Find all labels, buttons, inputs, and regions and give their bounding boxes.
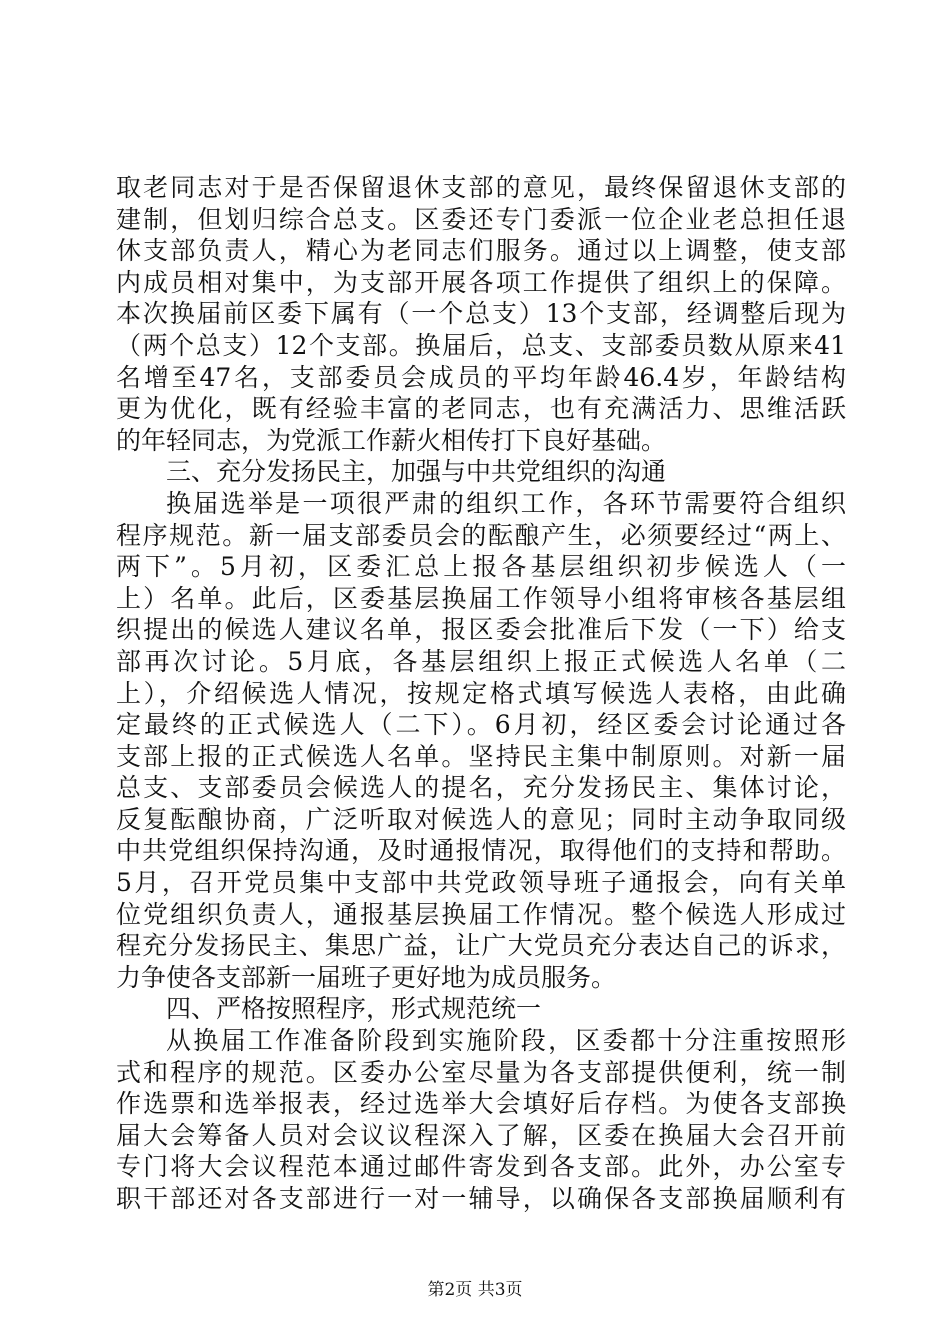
- text-line: 织提出的候选人建议名单，报区委会批准后下发（一下）给支: [116, 615, 846, 645]
- text-line: 两下”。5月初，区委汇总上报各基层组织初步候选人（一: [116, 552, 846, 582]
- text-line: 总支、支部委员会候选人的提名，充分发扬民主、集体讨论，: [116, 773, 846, 803]
- text-line: 的年轻同志，为党派工作薪火相传打下良好基础。: [116, 425, 667, 455]
- text-line: 本次换届前区委下属有（一个总支）13个支部，经调整后现为: [116, 299, 846, 329]
- text-line: 建制，但划归综合总支。区委还专门委派一位企业老总担任退: [116, 204, 846, 234]
- text-line: 上）名单。此后，区委基层换届工作领导小组将审核各基层组: [116, 583, 846, 613]
- text-line: 上），介绍候选人情况，按规定格式填写候选人表格，由此确: [116, 678, 846, 708]
- page-footer: [0, 1278, 950, 1302]
- text-line: 职干部还对各支部进行一对一辅导，以确保各支部换届顺利有: [116, 1184, 846, 1213]
- text-line: 部再次讨论。5月底，各基层组织上报正式候选人名单（二: [116, 646, 846, 676]
- text-line: 程充分发扬民主、集思广益，让广大党员充分表达自己的诉求，: [116, 931, 846, 961]
- text-line: 取老同志对于是否保留退休支部的意见，最终保留退休支部的: [116, 173, 846, 202]
- text-line: 专门将大会议程范本通过邮件寄发到各支部。此外，办公室专: [116, 1152, 846, 1182]
- text-line: 换届选举是一项很严肃的组织工作，各环节需要符合组织: [166, 488, 846, 518]
- text-line: 5月，召开党员集中支部中共党政领导班子通报会，向有关单: [116, 868, 846, 898]
- text-line: 式和程序的规范。区委办公室尽量为各支部提供便利，统一制: [116, 1057, 846, 1087]
- text-line: 支部上报的正式候选人名单。坚持民主集中制原则。对新一届: [116, 741, 846, 771]
- text-line: 力争使各支部新一届班子更好地为成员服务。: [116, 962, 617, 992]
- text-line: 程序规范。新一届支部委员会的酝酿产生，必须要经过“两上、: [116, 520, 846, 550]
- document-body: [116, 172, 846, 1215]
- section-heading-4: 四、严格按照程序，形式规范统一: [166, 994, 542, 1024]
- text-line: （两个总支）12个支部。换届后，总支、支部委员数从原来41: [116, 330, 846, 360]
- text-line: 内成员相对集中，为支部开展各项工作提供了组织上的保障。: [116, 267, 846, 297]
- text-line: 中共党组织保持沟通，及时通报情况，取得他们的支持和帮助。: [116, 836, 846, 866]
- text-line: 届大会筹备人员对会议议程深入了解，区委在换届大会召开前: [116, 1120, 846, 1150]
- text-line: 休支部负责人，精心为老同志们服务。通过以上调整，使支部: [116, 236, 846, 266]
- text-line: 定最终的正式候选人（二下）。6月初，经区委会讨论通过各: [116, 710, 846, 740]
- text-line: 作选票和选举报表，经过选举大会填好后存档。为使各支部换: [116, 1089, 846, 1119]
- text-line: 反复酝酿协商，广泛听取对候选人的意见；同时主动争取同级: [116, 804, 846, 834]
- text-line: 更为优化，既有经验丰富的老同志，也有充满活力、思维活跃: [116, 394, 846, 424]
- text-line: 从换届工作准备阶段到实施阶段，区委都十分注重按照形: [166, 1026, 846, 1056]
- text-line: 名增至47名，支部委员会成员的平均年龄46.4岁，年龄结构: [116, 362, 846, 392]
- text-line: 位党组织负责人，通报基层换届工作情况。整个候选人形成过: [116, 899, 846, 929]
- page-number-label: 第2页 共3页: [427, 1280, 523, 1300]
- section-heading-3: 三、充分发扬民主，加强与中共党组织的沟通: [166, 457, 667, 487]
